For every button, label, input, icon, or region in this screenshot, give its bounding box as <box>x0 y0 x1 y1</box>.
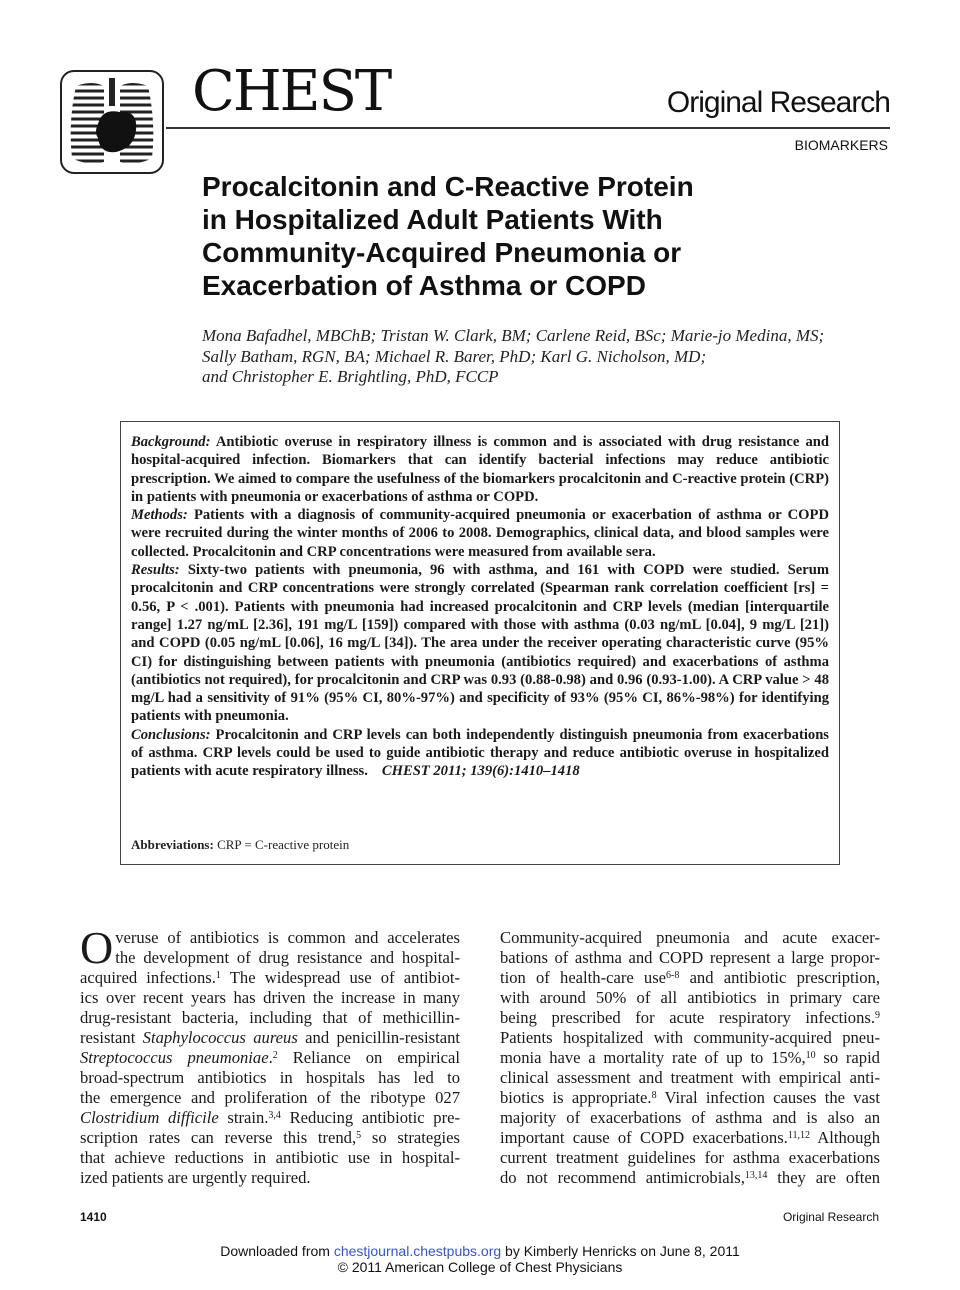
body-line <box>500 1068 880 1088</box>
title-line: Exacerbation of Asthma or COPD <box>202 270 646 301</box>
body-line <box>500 1048 880 1068</box>
citation: CHEST 2011; 139(6):1410–1418 <box>381 763 580 780</box>
body-text: monia have a mortality rate of up to 15%, <box>500 1048 806 1067</box>
body-line <box>500 948 880 968</box>
body-line <box>500 1088 880 1108</box>
footer-section-label: Original Research <box>782 1210 879 1224</box>
body-text: acquired infections. <box>80 968 216 987</box>
body-line <box>500 968 880 988</box>
abstract-methods-label: Methods: <box>131 507 188 524</box>
body-text: The widespread use of antibiot- <box>220 968 460 987</box>
italic-term: Staphylococcus aureus <box>142 1028 298 1047</box>
abstract-text <box>131 433 829 781</box>
title-line: Community-Acquired Pneumonia or <box>202 237 682 268</box>
author-line: Mona Bafadhel, MBChB; Tristan W. Clark, BM; Carlene Reid, BSc; Marie-jo Medina, MS; <box>202 326 825 345</box>
abstract-methods <box>131 506 829 561</box>
chest-lungs-logo-icon <box>60 70 164 174</box>
body-text: the development of drug resistance and hospital- <box>115 948 460 967</box>
body-line <box>500 988 880 1008</box>
abstract-conclusions-label: Conclusions: <box>131 726 211 743</box>
body-text: strain. <box>218 1108 269 1127</box>
body-line <box>500 1008 880 1028</box>
body-column-left <box>80 922 460 1188</box>
abstract-background-text: Antibiotic overuse in respiratory illness is common and is associated with drug resistance and hospital-acquired infection. Biomarkers that can identify bacterial infections may reduce antibiotic prescription. We aimed to compare the usefulness of the biomarkers procalcitonin and C-reactive protein (CRP) in patients with pneumonia or exacerbations of asthma or COPD. <box>131 434 830 505</box>
body-text: so strategies <box>361 1128 460 1147</box>
body-text: the emergence and proliferation of the ribotype 027 <box>80 1088 460 1107</box>
body-text: ics over recent years has driven the increase in many <box>80 988 460 1007</box>
body-text: current treatment guidelines for asthma exacerbations <box>500 1148 880 1167</box>
abstract-methods-text: Patients with a diagnosis of community-acquired pneumonia or exacerbation of asthma or COPD were recruited during the winter months of 2006 to 2008. Demographics, clinical data, and blood samples were collected. Procalcitonin and CRP concentrations were measured from available sera. <box>131 507 829 560</box>
reference-superscript: 10 <box>805 1050 816 1061</box>
body-text: Reliance on empirical <box>277 1048 460 1067</box>
author-line: Sally Batham, RGN, BA; Michael R. Barer, PhD; Karl G. Nicholson, MD; <box>202 346 707 366</box>
body-line <box>500 1128 880 1148</box>
journal-site-link[interactable]: chestjournal.chestpubs.org <box>333 1243 502 1259</box>
body-line <box>80 1108 460 1128</box>
lungs-icon <box>62 72 162 172</box>
body-line <box>80 1008 460 1028</box>
body-text: Reducing antibiotic pre- <box>280 1108 460 1127</box>
body-text: tion of health-care use <box>500 968 667 987</box>
abbreviations-label: Abbreviations: <box>131 837 214 852</box>
body-text: resistant <box>80 1028 143 1047</box>
body-text: Viral infection causes the vast <box>656 1088 880 1107</box>
body-line <box>500 1028 880 1048</box>
body-line <box>500 928 880 948</box>
body-line <box>500 1148 880 1168</box>
copyright-notice: © 2011 American College of Chest Physicians <box>337 1259 623 1275</box>
page-number: 1410 <box>80 1210 107 1224</box>
category-label: BIOMARKERS <box>794 137 888 153</box>
body-text: veruse of antibiotics is common and accelerates <box>115 928 460 947</box>
right-column-text <box>500 928 880 1188</box>
abbreviations-text: CRP = C-reactive protein <box>217 837 350 852</box>
author-list <box>202 326 824 388</box>
body-line <box>80 1148 460 1168</box>
body-text: so rapid <box>815 1048 880 1067</box>
reference-superscript: 8 <box>651 1090 657 1101</box>
title-line: in Hospitalized Adult Patients With <box>202 204 663 235</box>
drop-cap: O <box>80 922 114 973</box>
body-line <box>80 1068 460 1088</box>
body-line <box>80 988 460 1008</box>
body-text: clinical assessment and treatment with empirical anti- <box>500 1068 880 1087</box>
body-text: majority of exacerbations of asthma and is also an <box>500 1108 880 1127</box>
italic-term: Streptococcus pneumoniae <box>80 1048 269 1067</box>
body-text: Community-acquired pneumonia and acute exacer- <box>500 928 880 947</box>
body-text: with around 50% of all antibiotics in primary care <box>500 988 880 1007</box>
body-text: important cause of COPD exacerbations. <box>500 1128 788 1147</box>
body-text: and penicillin-resistant <box>297 1028 460 1047</box>
body-text: . <box>268 1048 273 1067</box>
reference-superscript: 9 <box>875 1010 880 1021</box>
download-suffix: by Kimberly Henricks on June 8, 2011 <box>501 1243 740 1259</box>
reference-superscript: 6-8 <box>666 970 680 981</box>
abstract-results-text: Sixty-two patients with pneumonia, 96 with asthma, and 161 with COPD were studied. Serum procalcitonin and CRP concentrations were strongly correlated (Spearman rank correlation coefficient [rs] = 0.56, P < .001). Patients with pneumonia had increased procalcitonin and CRP levels (median [interquartile range] 1.27 ng/mL [2.36], 191 mg/L [159]) compared with those with asthma (0.03 ng/mL [0.04], 9 mg/L [21]) and COPD (0.05 ng/mL [0.06], 16 mg/L [34]). The area under the receiver operating characteristic curve (95% CI) for distinguishing between patients with pneumonia (antibiotics required) and exacerbations of asthma (antibiotics not required), for procalcitonin and CRP was 0.93 (0.88-0.98) and 0.96 (0.93-1.00). A CRP value > 48 mg/L had a sensitivity of 91% (95% CI, 80%-97%) and specificity of 93% (95% CI, 86%-98%) for identifying patients with pneumonia. <box>131 562 829 725</box>
left-column-text <box>80 922 460 1188</box>
body-line <box>80 1088 460 1108</box>
reference-superscript: 1 <box>215 970 221 981</box>
section-label: Original Research <box>666 86 890 119</box>
title-line: Procalcitonin and C-Reactive Protein <box>202 171 694 202</box>
body-text: ized patients are urgently required. <box>80 1168 311 1187</box>
body-line <box>500 1168 880 1188</box>
abstract-conclusions-text: Procalcitonin and CRP levels can both independently distinguish pneumonia from exacerbations of asthma. CRP levels could be used to guide antibiotic therapy and reduce antibiotic overuse in hospitalized patients with acute respiratory illness. <box>131 726 829 780</box>
body-text: and antibiotic prescription, <box>679 968 880 987</box>
body-line <box>80 1128 460 1148</box>
body-line <box>115 928 460 948</box>
body-text: do not recommend antimicrobials, <box>500 1168 745 1187</box>
journal-name: CHEST <box>192 59 391 124</box>
author-line: and Christopher E. Brightling, PhD, FCCP <box>202 367 499 386</box>
body-text: Although <box>809 1128 880 1147</box>
reference-superscript: 11,12 <box>787 1130 810 1141</box>
body-text: drug-resistant bacteria, including that of methicillin- <box>80 1008 460 1027</box>
body-text: scription rates can reverse this trend, <box>80 1128 357 1147</box>
download-prefix: Downloaded from <box>220 1243 334 1259</box>
body-text: they are often <box>767 1168 880 1187</box>
body-text: that achieve reductions in antibiotic use in hospital- <box>80 1148 460 1167</box>
body-line <box>115 948 460 968</box>
reference-superscript: 13,14 <box>744 1170 768 1181</box>
abbreviations <box>131 837 349 853</box>
body-line <box>80 1048 460 1068</box>
body-text: Patients hospitalized with community-acquired pneu- <box>500 1028 880 1047</box>
header-divider <box>166 127 890 129</box>
body-line <box>80 968 460 988</box>
body-text: bations of asthma and COPD represent a large propor- <box>500 948 880 967</box>
italic-term: Clostridium difficile <box>80 1108 219 1127</box>
abstract-results <box>131 561 829 726</box>
reference-superscript: 2 <box>272 1050 278 1061</box>
body-line <box>80 1028 460 1048</box>
body-text: being prescribed for acute respiratory infections. <box>500 1008 875 1027</box>
article-title <box>202 170 822 302</box>
reference-superscript: 3,4 <box>268 1110 281 1121</box>
body-text: broad-spectrum antibiotics in hospitals has led to <box>80 1068 460 1087</box>
body-column-right <box>500 928 880 1188</box>
abstract-background-label: Background: <box>131 434 211 450</box>
download-notice <box>0 1243 960 1259</box>
body-line <box>80 1168 460 1188</box>
abstract-results-label: Results: <box>131 562 180 579</box>
abstract-background <box>131 433 829 506</box>
reference-superscript: 5 <box>356 1130 362 1141</box>
body-text: biotics is appropriate. <box>500 1088 652 1107</box>
body-line <box>500 1108 880 1128</box>
abstract-conclusions <box>131 726 829 781</box>
